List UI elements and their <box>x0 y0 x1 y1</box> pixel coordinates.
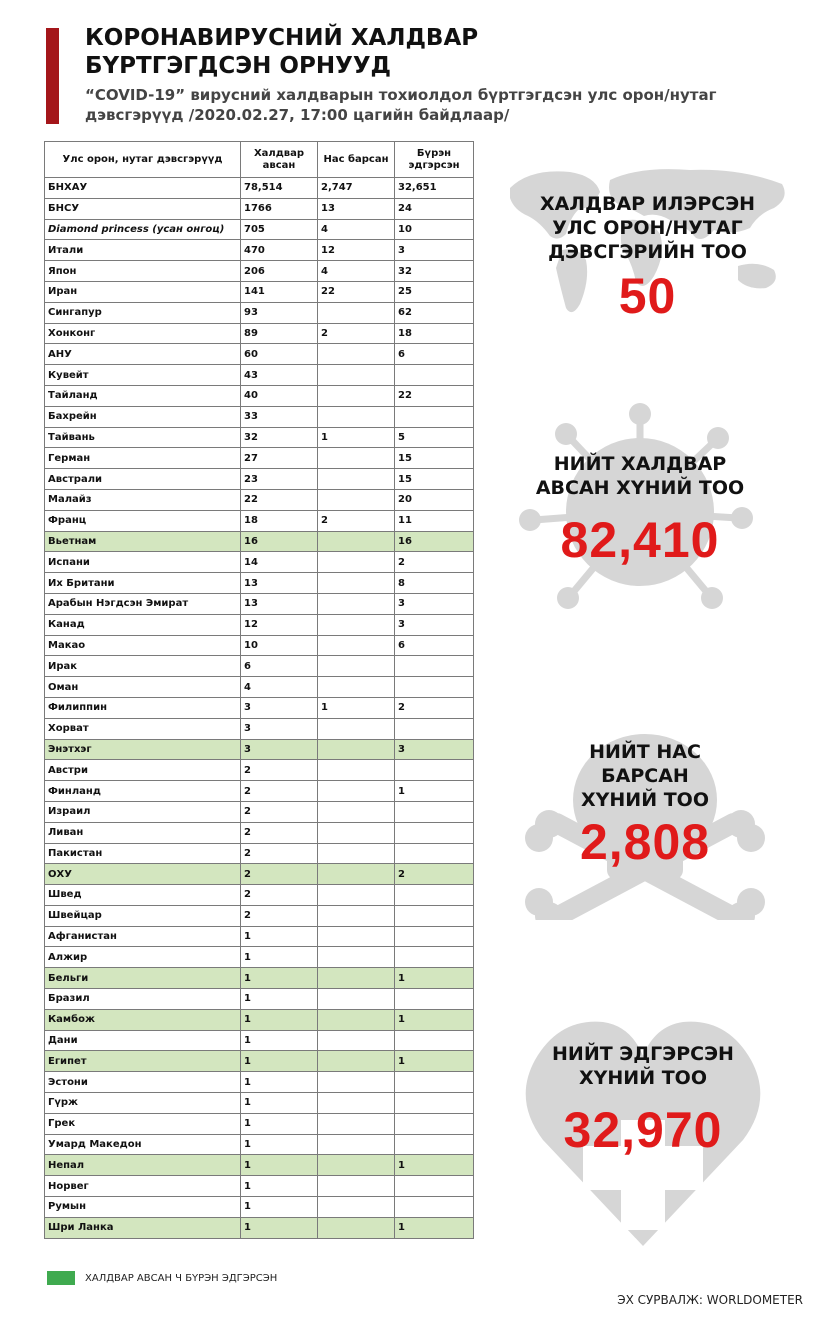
cell-recovered <box>395 822 474 843</box>
table-row <box>45 448 474 469</box>
cell-deaths <box>318 302 395 323</box>
table-row <box>45 1217 474 1238</box>
cell-recovered: 1 <box>395 1051 474 1072</box>
cell-cases: 23 <box>241 469 318 490</box>
cell-country: Израил <box>45 801 241 822</box>
stat-countries-value: 50 <box>618 268 677 324</box>
cell-cases: 2 <box>241 801 318 822</box>
cell-country: Бахрейн <box>45 406 241 427</box>
table-row <box>45 178 474 199</box>
cell-cases: 1 <box>241 1155 318 1176</box>
table-row <box>45 1155 474 1176</box>
cell-country: Тайланд <box>45 385 241 406</box>
cell-cases: 2 <box>241 822 318 843</box>
cell-recovered: 8 <box>395 573 474 594</box>
table-row <box>45 302 474 323</box>
cell-recovered <box>395 905 474 926</box>
cell-deaths <box>318 677 395 698</box>
stat-deaths-value: 2,808 <box>579 814 711 870</box>
cell-country: Итали <box>45 240 241 261</box>
cell-deaths <box>318 718 395 739</box>
table-row <box>45 552 474 573</box>
cell-cases: 1 <box>241 1197 318 1218</box>
table-row <box>45 489 474 510</box>
cell-recovered: 1 <box>395 1155 474 1176</box>
cell-recovered: 32 <box>395 261 474 282</box>
stat-infected-label: НИЙТ ХАЛДВАР АВСАН ХҮНИЙ ТОО <box>535 453 745 499</box>
cell-deaths: 2,747 <box>318 178 395 199</box>
table-row <box>45 656 474 677</box>
cell-country: Норвег <box>45 1176 241 1197</box>
cell-deaths <box>318 1176 395 1197</box>
cell-cases: 93 <box>241 302 318 323</box>
cell-country: Франц <box>45 510 241 531</box>
cell-recovered <box>395 1134 474 1155</box>
cell-recovered <box>395 989 474 1010</box>
cell-country: Бельги <box>45 968 241 989</box>
source-credit: ЭХ СУРВАЛЖ: WORLDOMETER <box>617 1293 803 1307</box>
cell-deaths <box>318 593 395 614</box>
table-row <box>45 760 474 781</box>
cell-deaths <box>318 1197 395 1218</box>
table-row <box>45 1093 474 1114</box>
cell-recovered <box>395 718 474 739</box>
cell-country: Япон <box>45 261 241 282</box>
cell-cases: 1 <box>241 1093 318 1114</box>
table-row <box>45 323 474 344</box>
col-header-deaths: Нас барсан <box>318 142 395 178</box>
cell-recovered: 15 <box>395 469 474 490</box>
cell-cases: 6 <box>241 656 318 677</box>
cell-cases: 1 <box>241 947 318 968</box>
table-row <box>45 635 474 656</box>
col-header-recovered: Бүрэн эдгэрсэн <box>395 142 474 178</box>
table-row <box>45 261 474 282</box>
table-row <box>45 968 474 989</box>
table-row <box>45 365 474 386</box>
table-row <box>45 1197 474 1218</box>
cell-deaths <box>318 1030 395 1051</box>
cell-country: Умард Македон <box>45 1134 241 1155</box>
cell-cases: 60 <box>241 344 318 365</box>
accent-bar <box>46 28 59 124</box>
cell-cases: 2 <box>241 885 318 906</box>
stat-infected <box>510 400 770 620</box>
table-header-row <box>45 142 474 178</box>
page-subtitle: “COVID-19” вирусний халдварын тохиолдол бүртгэгдсэн улс орон/нутаг дэвсгэрүүд /2020.02.27, 17:00 цагийн байдлаар/ <box>85 86 717 124</box>
table-body <box>45 178 474 1239</box>
cell-country: Хорват <box>45 718 241 739</box>
table-row <box>45 281 474 302</box>
stat-recovered <box>523 1010 763 1250</box>
cell-country: Малайз <box>45 489 241 510</box>
cell-deaths <box>318 989 395 1010</box>
cell-cases: 1 <box>241 1030 318 1051</box>
table-row <box>45 1051 474 1072</box>
cell-country: Испани <box>45 552 241 573</box>
cell-cases: 32 <box>241 427 318 448</box>
cell-country: Камбож <box>45 1009 241 1030</box>
table-row <box>45 385 474 406</box>
cell-deaths <box>318 489 395 510</box>
cell-recovered: 15 <box>395 448 474 469</box>
cell-recovered: 1 <box>395 781 474 802</box>
cell-recovered <box>395 677 474 698</box>
table-row <box>45 469 474 490</box>
cell-recovered <box>395 801 474 822</box>
legend-swatch <box>47 1271 75 1285</box>
cell-recovered: 18 <box>395 323 474 344</box>
cell-country: Канад <box>45 614 241 635</box>
cell-deaths <box>318 406 395 427</box>
cell-recovered: 2 <box>395 697 474 718</box>
cell-country: Ливан <box>45 822 241 843</box>
cell-recovered: 25 <box>395 281 474 302</box>
page-title <box>85 24 805 80</box>
cell-recovered: 10 <box>395 219 474 240</box>
cell-cases: 27 <box>241 448 318 469</box>
cell-deaths <box>318 864 395 885</box>
cell-cases: 2 <box>241 843 318 864</box>
table-row <box>45 781 474 802</box>
cell-country: Энэтхэг <box>45 739 241 760</box>
table-row <box>45 864 474 885</box>
cell-country: Diamond princess (усан онгоц) <box>45 219 241 240</box>
cell-country: Арабын Нэгдсэн Эмират <box>45 593 241 614</box>
table-row <box>45 677 474 698</box>
cell-country: Шри Ланка <box>45 1217 241 1238</box>
table-row <box>45 219 474 240</box>
cell-cases: 22 <box>241 489 318 510</box>
cell-deaths <box>318 1217 395 1238</box>
cell-cases: 3 <box>241 718 318 739</box>
cell-country: Грек <box>45 1113 241 1134</box>
stat-countries <box>500 158 795 338</box>
cell-cases: 2 <box>241 781 318 802</box>
table-row <box>45 718 474 739</box>
cell-deaths <box>318 1134 395 1155</box>
cell-recovered: 1 <box>395 968 474 989</box>
cell-cases: 89 <box>241 323 318 344</box>
table-row <box>45 510 474 531</box>
stat-deaths <box>525 720 765 920</box>
table-row <box>45 697 474 718</box>
cell-deaths <box>318 905 395 926</box>
cell-country: Кувейт <box>45 365 241 386</box>
cell-recovered: 16 <box>395 531 474 552</box>
table-row <box>45 1176 474 1197</box>
cell-country: Ирак <box>45 656 241 677</box>
table-row <box>45 406 474 427</box>
stat-deaths-label: НИЙТ НАС БАРСАН ХҮНИЙ ТОО <box>581 741 709 811</box>
cell-country: Герман <box>45 448 241 469</box>
cell-cases: 705 <box>241 219 318 240</box>
cell-deaths <box>318 1093 395 1114</box>
cell-recovered <box>395 406 474 427</box>
cell-deaths <box>318 1051 395 1072</box>
table-row <box>45 198 474 219</box>
cell-recovered <box>395 656 474 677</box>
cell-country: Австрали <box>45 469 241 490</box>
cell-deaths <box>318 365 395 386</box>
cell-deaths <box>318 344 395 365</box>
cell-deaths <box>318 385 395 406</box>
legend-label: ХАЛДВАР АВСАН Ч БҮРЭН ЭДГЭРСЭН <box>85 1273 278 1284</box>
cell-recovered: 5 <box>395 427 474 448</box>
cell-country: АНУ <box>45 344 241 365</box>
cell-recovered: 2 <box>395 552 474 573</box>
cell-deaths <box>318 926 395 947</box>
cell-recovered: 6 <box>395 635 474 656</box>
cell-cases: 14 <box>241 552 318 573</box>
cell-cases: 13 <box>241 593 318 614</box>
table-row <box>45 989 474 1010</box>
cell-deaths <box>318 448 395 469</box>
cell-deaths <box>318 739 395 760</box>
cell-cases: 3 <box>241 739 318 760</box>
table-row <box>45 1030 474 1051</box>
cell-recovered <box>395 1176 474 1197</box>
cell-cases: 1 <box>241 1217 318 1238</box>
cell-country: Непал <box>45 1155 241 1176</box>
cell-deaths <box>318 531 395 552</box>
table-row <box>45 427 474 448</box>
cell-cases: 40 <box>241 385 318 406</box>
cell-recovered: 1 <box>395 1217 474 1238</box>
cell-deaths: 1 <box>318 427 395 448</box>
cell-country: Египет <box>45 1051 241 1072</box>
table-row <box>45 240 474 261</box>
cell-recovered: 20 <box>395 489 474 510</box>
cell-deaths <box>318 614 395 635</box>
cell-cases: 78,514 <box>241 178 318 199</box>
cell-recovered <box>395 926 474 947</box>
cell-deaths: 22 <box>318 281 395 302</box>
col-header-cases: Халдвар авсан <box>241 142 318 178</box>
cell-cases: 16 <box>241 531 318 552</box>
cell-recovered <box>395 843 474 864</box>
cell-country: Эстони <box>45 1072 241 1093</box>
cell-country: Гүрж <box>45 1093 241 1114</box>
stat-infected-value: 82,410 <box>560 512 720 568</box>
table-row <box>45 843 474 864</box>
table-row <box>45 344 474 365</box>
cell-cases: 1 <box>241 989 318 1010</box>
cell-country: Хонконг <box>45 323 241 344</box>
cell-deaths <box>318 1155 395 1176</box>
cell-country: Дани <box>45 1030 241 1051</box>
cell-cases: 1 <box>241 1134 318 1155</box>
cell-recovered: 32,651 <box>395 178 474 199</box>
cell-country: Вьетнам <box>45 531 241 552</box>
cell-deaths <box>318 822 395 843</box>
cell-recovered: 3 <box>395 739 474 760</box>
cell-cases: 12 <box>241 614 318 635</box>
table-row <box>45 926 474 947</box>
cell-recovered <box>395 947 474 968</box>
cell-country: Румын <box>45 1197 241 1218</box>
cell-deaths: 4 <box>318 261 395 282</box>
stat-countries-label: ХАЛДВАР ИЛЭРСЭН УЛС ОРОН/НУТАГ ДЭВСГЭРИЙН ТОО <box>539 193 756 263</box>
page-title-line1: КОРОНАВИРУСНИЙ ХАЛДВАР <box>85 25 479 51</box>
cell-deaths <box>318 635 395 656</box>
cell-recovered <box>395 760 474 781</box>
cell-recovered: 3 <box>395 593 474 614</box>
cell-recovered: 24 <box>395 198 474 219</box>
cell-deaths <box>318 656 395 677</box>
cell-recovered <box>395 1113 474 1134</box>
stat-recovered-label: НИЙТ ЭДГЭРСЭН ХҮНИЙ ТОО <box>552 1043 734 1089</box>
table-row <box>45 1072 474 1093</box>
col-header-country: Улс орон, нутаг дэвсгэрүүд <box>45 142 241 178</box>
table-row <box>45 614 474 635</box>
cell-cases: 2 <box>241 864 318 885</box>
cell-country: Макао <box>45 635 241 656</box>
cell-recovered <box>395 1197 474 1218</box>
cell-recovered: 11 <box>395 510 474 531</box>
cell-country: Финланд <box>45 781 241 802</box>
cell-deaths: 4 <box>318 219 395 240</box>
cell-cases: 2 <box>241 760 318 781</box>
cell-country: Швейцар <box>45 905 241 926</box>
cell-deaths <box>318 1072 395 1093</box>
cell-deaths: 13 <box>318 198 395 219</box>
cell-deaths <box>318 760 395 781</box>
cell-deaths <box>318 885 395 906</box>
cell-country: Швед <box>45 885 241 906</box>
cell-deaths: 2 <box>318 510 395 531</box>
cell-country: БНСУ <box>45 198 241 219</box>
table-row <box>45 593 474 614</box>
cell-country: Бразил <box>45 989 241 1010</box>
cell-recovered <box>395 885 474 906</box>
cell-country: БНХАУ <box>45 178 241 199</box>
cell-cases: 1 <box>241 1009 318 1030</box>
table-row <box>45 885 474 906</box>
cell-deaths <box>318 469 395 490</box>
cell-recovered: 3 <box>395 614 474 635</box>
cell-cases: 1 <box>241 968 318 989</box>
cell-cases: 10 <box>241 635 318 656</box>
cell-country: Оман <box>45 677 241 698</box>
cell-country: ОХУ <box>45 864 241 885</box>
countries-table <box>44 141 474 1239</box>
cell-deaths <box>318 1009 395 1030</box>
table-row <box>45 1113 474 1134</box>
cell-deaths: 2 <box>318 323 395 344</box>
cell-recovered <box>395 1072 474 1093</box>
cell-country: Афганистан <box>45 926 241 947</box>
table-row <box>45 822 474 843</box>
cell-cases: 4 <box>241 677 318 698</box>
cell-deaths <box>318 1113 395 1134</box>
cell-country: Пакистан <box>45 843 241 864</box>
table-row <box>45 905 474 926</box>
cell-recovered: 6 <box>395 344 474 365</box>
cell-recovered: 3 <box>395 240 474 261</box>
cell-country: Австри <box>45 760 241 781</box>
cell-cases: 2 <box>241 905 318 926</box>
cell-country: Филиппин <box>45 697 241 718</box>
page-title-line2: БҮРТГЭГДСЭН ОРНУУД <box>85 53 392 79</box>
stat-recovered-value: 32,970 <box>563 1102 723 1158</box>
cell-recovered <box>395 1093 474 1114</box>
cell-country: Их Британи <box>45 573 241 594</box>
cell-cases: 206 <box>241 261 318 282</box>
cell-cases: 33 <box>241 406 318 427</box>
cell-country: Иран <box>45 281 241 302</box>
cell-deaths <box>318 781 395 802</box>
table-row <box>45 573 474 594</box>
cell-cases: 1766 <box>241 198 318 219</box>
cell-cases: 1 <box>241 926 318 947</box>
table-row <box>45 739 474 760</box>
cell-cases: 43 <box>241 365 318 386</box>
cell-cases: 141 <box>241 281 318 302</box>
cell-cases: 13 <box>241 573 318 594</box>
table-row <box>45 1134 474 1155</box>
cell-recovered <box>395 1030 474 1051</box>
cell-cases: 18 <box>241 510 318 531</box>
table-row <box>45 1009 474 1030</box>
cell-cases: 1 <box>241 1113 318 1134</box>
cell-cases: 470 <box>241 240 318 261</box>
cell-recovered <box>395 365 474 386</box>
cell-recovered: 1 <box>395 1009 474 1030</box>
cell-recovered: 62 <box>395 302 474 323</box>
cell-recovered: 22 <box>395 385 474 406</box>
cell-deaths <box>318 573 395 594</box>
cell-deaths <box>318 552 395 573</box>
table-row <box>45 947 474 968</box>
cell-cases: 1 <box>241 1176 318 1197</box>
cell-country: Сингапур <box>45 302 241 323</box>
cell-deaths: 12 <box>318 240 395 261</box>
table-row <box>45 801 474 822</box>
cell-deaths <box>318 968 395 989</box>
cell-cases: 1 <box>241 1051 318 1072</box>
cell-recovered: 2 <box>395 864 474 885</box>
cell-deaths <box>318 947 395 968</box>
cell-cases: 3 <box>241 697 318 718</box>
table-row <box>45 531 474 552</box>
cell-deaths: 1 <box>318 697 395 718</box>
cell-deaths <box>318 801 395 822</box>
cell-deaths <box>318 843 395 864</box>
cell-cases: 1 <box>241 1072 318 1093</box>
cell-country: Тайвань <box>45 427 241 448</box>
cell-country: Алжир <box>45 947 241 968</box>
